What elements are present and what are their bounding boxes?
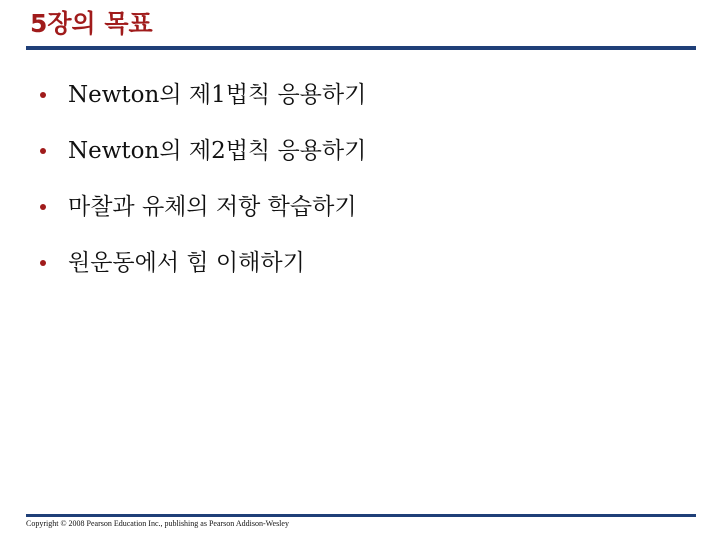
bullet-dot-icon — [40, 204, 46, 210]
title-divider — [26, 46, 696, 50]
bullet-dot-icon — [40, 92, 46, 98]
bullet-text: Newton의 제1법칙 응용하기 — [68, 82, 367, 108]
bullet-text: 원운동에서 힘 이해하기 — [68, 250, 305, 276]
slide-title: 5장의 목표 — [30, 9, 153, 38]
bullet-item — [40, 132, 366, 170]
bullet-dot-icon — [40, 148, 46, 154]
bullet-item — [40, 76, 366, 114]
bullet-text: 마찰과 유체의 저항 학습하기 — [68, 194, 357, 220]
bullet-text: Newton의 제2법칙 응용하기 — [68, 138, 367, 164]
copyright-footer: Copyright © 2008 Pearson Education Inc., publishing as Pearson Addison-Wesley — [26, 519, 289, 528]
footer-divider — [26, 514, 696, 517]
bullet-item — [40, 188, 366, 226]
bullet-item — [40, 244, 366, 282]
bullet-list — [40, 76, 366, 300]
bullet-dot-icon — [40, 260, 46, 266]
